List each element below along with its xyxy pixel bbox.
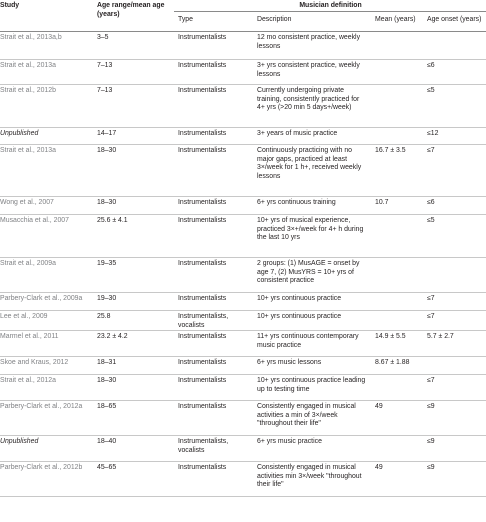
cell-type: Instrumentalists xyxy=(174,401,253,436)
cell-age: 25.8 xyxy=(93,311,174,331)
cell-description: 11+ yrs continuous contemporary music practice xyxy=(253,331,371,357)
table-body xyxy=(0,32,486,497)
table-row xyxy=(0,293,486,311)
table-row xyxy=(0,128,486,145)
cell-description: 6+ yrs music lessons xyxy=(253,357,371,375)
cell-study: Strait et al., 2013a xyxy=(0,145,93,197)
cell-description: 10+ yrs continuous practice leading up to testing time xyxy=(253,375,371,401)
cell-age-onset: ≤9 xyxy=(423,462,486,497)
cell-mean: 10.7 xyxy=(371,197,423,215)
cell-age-onset: ≤7 xyxy=(423,375,486,401)
cell-type: Instrumentalists, vocalists xyxy=(174,436,253,462)
cell-mean: 16.7 ± 3.5 xyxy=(371,145,423,197)
cell-age-onset: ≤9 xyxy=(423,401,486,436)
cell-description: 3+ years of music practice xyxy=(253,128,371,145)
cell-study: Strait et al., 2012b xyxy=(0,85,93,128)
cell-description: 6+ yrs continuous training xyxy=(253,197,371,215)
table-row xyxy=(0,401,486,436)
cell-description: 6+ yrs music practice xyxy=(253,436,371,462)
cell-age: 18–30 xyxy=(93,375,174,401)
cell-mean: 49 xyxy=(371,462,423,497)
cell-type: Instrumentalists xyxy=(174,128,253,145)
cell-description: Continuously practicing with no major gaps, practiced at least 3×/week for 1 h+, received weekly lessons xyxy=(253,145,371,197)
cell-age: 45–65 xyxy=(93,462,174,497)
cell-description: 2 groups: (1) MusAGE = onset by age 7, (2) MusYRS = 10+ yrs of consistent practice xyxy=(253,258,371,293)
cell-description: Currently undergoing private training, consistently practiced for 4+ yrs (>20 min 5 days+/week) xyxy=(253,85,371,128)
cell-study: Strait et al., 2013a xyxy=(0,60,93,85)
cell-age-onset: ≤7 xyxy=(423,293,486,311)
cell-type: Instrumentalists xyxy=(174,197,253,215)
cell-age-onset: ≤5 xyxy=(423,215,486,258)
cell-mean xyxy=(371,215,423,258)
table-row xyxy=(0,436,486,462)
cell-type: Instrumentalists xyxy=(174,293,253,311)
cell-age: 18–30 xyxy=(93,197,174,215)
cell-mean: 14.9 ± 5.5 xyxy=(371,331,423,357)
cell-type: Instrumentalists xyxy=(174,85,253,128)
header-age-onset: Age onset (years) xyxy=(423,12,486,32)
table-row xyxy=(0,462,486,497)
cell-mean xyxy=(371,258,423,293)
cell-study: Marmel et al., 2011 xyxy=(0,331,93,357)
cell-mean: 8.67 ± 1.88 xyxy=(371,357,423,375)
cell-study: Strait et al., 2013a,b xyxy=(0,32,93,60)
cell-study: Parbery-Clark et al., 2009a xyxy=(0,293,93,311)
cell-mean xyxy=(371,60,423,85)
cell-age-onset xyxy=(423,357,486,375)
cell-age: 7–13 xyxy=(93,85,174,128)
table-row xyxy=(0,331,486,357)
cell-study: Parbery-Clark et al., 2012b xyxy=(0,462,93,497)
table-row xyxy=(0,258,486,293)
cell-age: 19–30 xyxy=(93,293,174,311)
cell-study: Unpublished xyxy=(0,436,93,462)
cell-study: Parbery-Clark et al., 2012a xyxy=(0,401,93,436)
cell-type: Instrumentalists xyxy=(174,462,253,497)
header-mean: Mean (years) xyxy=(371,12,423,32)
header-study: Study xyxy=(0,0,93,32)
cell-age-onset xyxy=(423,258,486,293)
cell-description: 3+ yrs consistent practice, weekly lessons xyxy=(253,60,371,85)
table-row xyxy=(0,85,486,128)
cell-study: Wong et al., 2007 xyxy=(0,197,93,215)
cell-mean xyxy=(371,32,423,60)
cell-type: Instrumentalists xyxy=(174,32,253,60)
cell-age: 18–31 xyxy=(93,357,174,375)
cell-age: 18–30 xyxy=(93,145,174,197)
cell-description: Consistently engaged in musical activities a min of 3×/week "throughout their life" xyxy=(253,401,371,436)
cell-study: Unpublished xyxy=(0,128,93,145)
cell-age-onset: ≤7 xyxy=(423,145,486,197)
cell-type: Instrumentalists xyxy=(174,331,253,357)
cell-mean xyxy=(371,311,423,331)
cell-mean xyxy=(371,436,423,462)
table-row xyxy=(0,375,486,401)
cell-age: 18–40 xyxy=(93,436,174,462)
cell-age-onset: ≤5 xyxy=(423,85,486,128)
cell-type: Instrumentalists xyxy=(174,375,253,401)
cell-description: 10+ yrs continuous practice xyxy=(253,311,371,331)
cell-age: 18–65 xyxy=(93,401,174,436)
cell-type: Instrumentalists xyxy=(174,215,253,258)
cell-mean xyxy=(371,85,423,128)
cell-description: Consistently engaged in musical activities min 3×/week "throughout their life" xyxy=(253,462,371,497)
cell-study: Strait et al., 2012a xyxy=(0,375,93,401)
cell-description: 10+ yrs continuous practice xyxy=(253,293,371,311)
cell-mean: 49 xyxy=(371,401,423,436)
header-age: Age range/mean age (years) xyxy=(93,0,174,32)
cell-description: 10+ yrs of musical experience, practiced 3×+/week for 4+ h during the last 10 yrs xyxy=(253,215,371,258)
table-row xyxy=(0,357,486,375)
cell-age-onset: ≤9 xyxy=(423,436,486,462)
cell-study: Skoe and Kraus, 2012 xyxy=(0,357,93,375)
header-description: Description xyxy=(253,12,371,32)
header-musician-definition: Musician definition xyxy=(174,0,486,12)
cell-study: Musacchia et al., 2007 xyxy=(0,215,93,258)
cell-age: 14–17 xyxy=(93,128,174,145)
cell-type: Instrumentalists xyxy=(174,357,253,375)
cell-type: Instrumentalists xyxy=(174,258,253,293)
cell-type: Instrumentalists xyxy=(174,145,253,197)
table-row xyxy=(0,215,486,258)
cell-age-onset: 5.7 ± 2.7 xyxy=(423,331,486,357)
table-row xyxy=(0,311,486,331)
cell-age-onset xyxy=(423,32,486,60)
cell-age-onset: ≤6 xyxy=(423,197,486,215)
cell-age-onset: ≤12 xyxy=(423,128,486,145)
cell-age: 19–35 xyxy=(93,258,174,293)
cell-mean xyxy=(371,128,423,145)
cell-description: 12 mo consistent practice, weekly lessons xyxy=(253,32,371,60)
cell-type: Instrumentalists, vocalists xyxy=(174,311,253,331)
table-row xyxy=(0,32,486,60)
cell-type: Instrumentalists xyxy=(174,60,253,85)
cell-age: 23.2 ± 4.2 xyxy=(93,331,174,357)
cell-age: 7–13 xyxy=(93,60,174,85)
cell-age-onset: ≤6 xyxy=(423,60,486,85)
cell-mean xyxy=(371,293,423,311)
cell-age: 3–5 xyxy=(93,32,174,60)
cell-mean xyxy=(371,375,423,401)
cell-study: Lee et al., 2009 xyxy=(0,311,93,331)
table-row xyxy=(0,145,486,197)
table-row xyxy=(0,60,486,85)
header-type: Type xyxy=(174,12,253,32)
cell-age: 25.6 ± 4.1 xyxy=(93,215,174,258)
table-row xyxy=(0,197,486,215)
cell-age-onset: ≤7 xyxy=(423,311,486,331)
cell-study: Strait et al., 2009a xyxy=(0,258,93,293)
